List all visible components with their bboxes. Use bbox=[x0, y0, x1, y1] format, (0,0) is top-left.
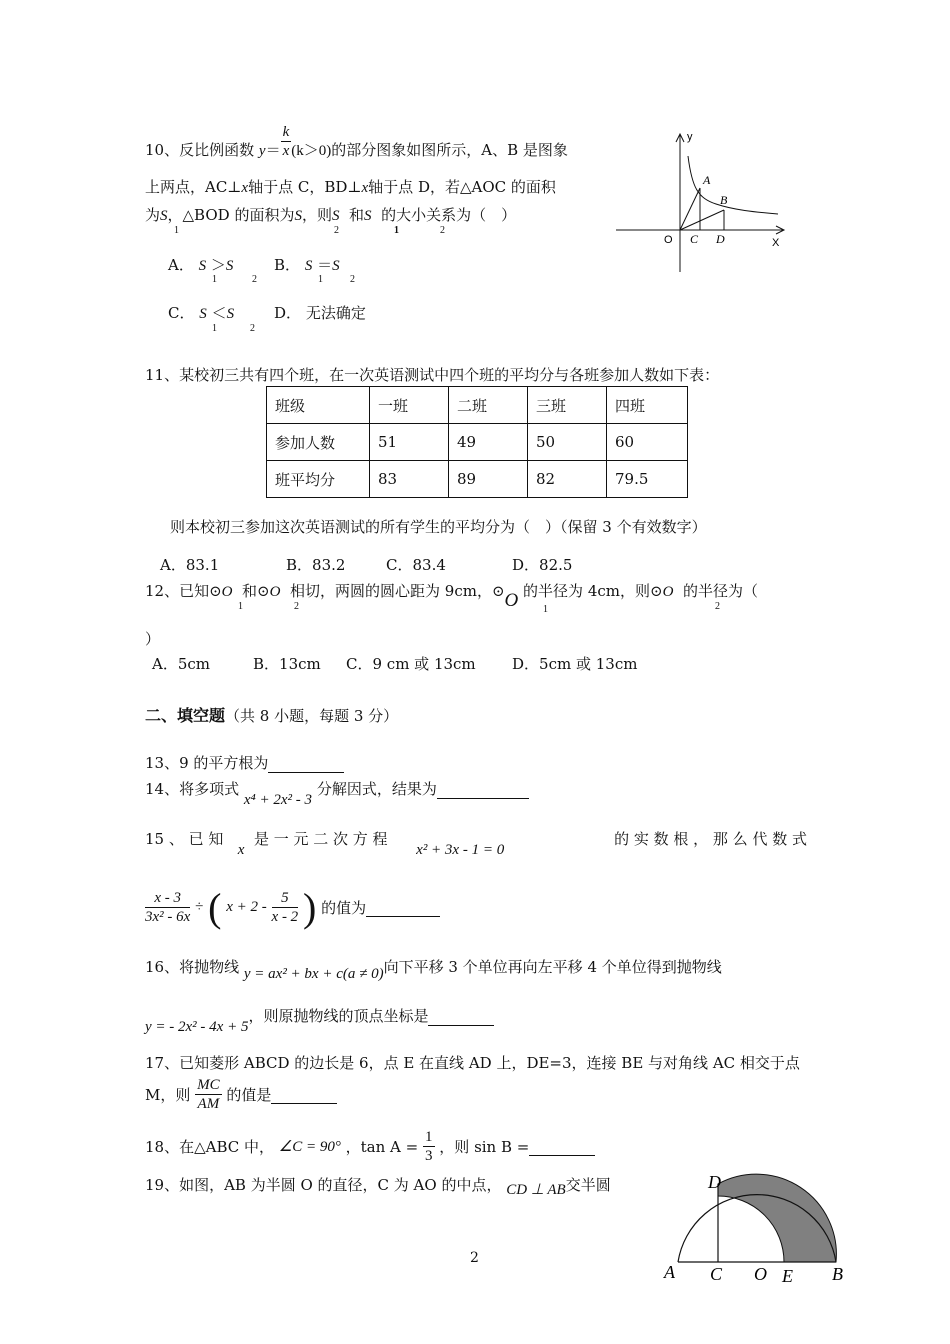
q17-frac bbox=[195, 1076, 222, 1113]
q13 bbox=[145, 752, 344, 773]
q17-den: AM bbox=[197, 1096, 220, 1112]
q10-frac-num: k bbox=[282, 123, 290, 140]
table-cell: 60 bbox=[607, 424, 688, 461]
q10-line3 bbox=[145, 204, 516, 225]
q18-angle: ∠C = 90° bbox=[278, 1139, 341, 1155]
q17-b: M，则 bbox=[145, 1086, 191, 1104]
q10-fraction bbox=[281, 123, 292, 160]
q11-option-c: C．83.4 bbox=[386, 556, 446, 574]
section-2-note: （共 8 小题，每题 3 分） bbox=[225, 707, 399, 725]
q15-lparen: ( bbox=[208, 885, 222, 930]
q10-option-b bbox=[274, 254, 340, 275]
q12-o2: O bbox=[269, 584, 281, 600]
q17-line1: 17、已知菱形 ABCD 的边长是 6，点 E 在直线 AD 上，DE=3，连接 BE 与对角线 AC 相交于点 bbox=[145, 1054, 800, 1072]
q10-option-c bbox=[168, 302, 234, 323]
q15-inner: x + 2 - bbox=[226, 899, 267, 915]
page-number: 2 bbox=[470, 1250, 479, 1266]
q16-a: 16、将抛物线 bbox=[145, 958, 240, 976]
q10-intro: 反比例函数 bbox=[179, 141, 255, 159]
q12-option-a: A．5cm bbox=[152, 655, 211, 673]
q15-a: 15 、 已 知 bbox=[145, 830, 224, 848]
q10-opt-a-s1: S bbox=[198, 258, 207, 274]
q15-den1: 3x² - 6x bbox=[145, 909, 191, 925]
q18-blank bbox=[529, 1137, 595, 1156]
table-cell: 班平均分 bbox=[267, 461, 370, 498]
q14-b: 分解因式，结果为 bbox=[316, 780, 437, 798]
q15-div: ÷ bbox=[195, 899, 204, 915]
q10-opta-sub1: 1 bbox=[212, 274, 217, 285]
q14-a: 14、将多项式 bbox=[145, 780, 240, 798]
q11-text: 11、某校初三共有四个班，在一次英语测试中四个班的平均分与各班参加人数如下表： bbox=[145, 366, 720, 384]
q16-f1: y = ax² + bx + c(a ≠ 0) bbox=[243, 966, 384, 982]
graph-oa-line bbox=[680, 188, 700, 230]
q15-blank bbox=[366, 898, 440, 917]
q10-option-a bbox=[168, 254, 233, 275]
q12-option-d: D．5cm 或 13cm bbox=[512, 655, 638, 673]
table-cell: 83 bbox=[370, 461, 449, 498]
q18-b: ，tan A = bbox=[345, 1138, 419, 1156]
q10-opt-a-label: A． bbox=[168, 256, 194, 274]
q10-s1: S bbox=[160, 208, 168, 224]
table-row bbox=[267, 424, 688, 461]
table-header-cell: 三班 bbox=[528, 387, 607, 424]
q17-blank bbox=[271, 1085, 337, 1104]
q19-b: 交半圆 bbox=[565, 1176, 611, 1194]
q10-opt-c-s2: S bbox=[226, 306, 235, 322]
q18-a: 18、在△ABC 中， bbox=[145, 1138, 275, 1156]
q10-line3-b: ，△BOD 的面积为 bbox=[167, 206, 295, 224]
q11-option-a: A．83.1 bbox=[160, 556, 220, 574]
q19-figure bbox=[660, 1170, 860, 1290]
q10-opt-b-rel: ＝ bbox=[317, 258, 333, 274]
q10-func-y: y bbox=[258, 143, 266, 159]
q12-c: 相切，两圆的圆心距为 9cm，⊙ bbox=[290, 582, 505, 600]
graph-o-label: O bbox=[664, 234, 673, 246]
q17-c: 的值是 bbox=[226, 1086, 272, 1104]
q15-den2: x - 2 bbox=[271, 909, 299, 925]
graph-ob-line bbox=[680, 210, 724, 230]
q10-frac-den: x bbox=[282, 142, 290, 159]
q12-a: 12、已知⊙ bbox=[145, 582, 222, 600]
q10-opt-b-s2: S bbox=[332, 258, 340, 274]
table-header-cell: 一班 bbox=[370, 387, 449, 424]
graph-c-label: C bbox=[690, 232, 699, 246]
q10-line3-c: ，则 bbox=[301, 206, 332, 224]
table-cell: 49 bbox=[449, 424, 528, 461]
q15-b: 是 一 元 二 次 方 程 bbox=[253, 830, 388, 848]
q16-f2: y = - 2x² - 4x + 5 bbox=[145, 1019, 249, 1035]
q13-blank bbox=[268, 754, 344, 773]
q10-optb-sub2: 2 bbox=[350, 274, 355, 285]
table-row bbox=[267, 461, 688, 498]
q12-sub1b: 1 bbox=[543, 604, 548, 615]
q10-optc-sub2: 2 bbox=[250, 323, 255, 334]
q19-perp: CD ⊥ AB bbox=[506, 1182, 566, 1198]
q15-eq: x² + 3x - 1 = 0 bbox=[416, 842, 505, 858]
q10-sub-2b: 2 bbox=[440, 225, 445, 236]
q10-s1b: S bbox=[331, 208, 340, 224]
table-row bbox=[267, 387, 688, 424]
q15-d: 的值为 bbox=[321, 899, 367, 917]
graph-y-label: y bbox=[687, 131, 693, 143]
q10-opta-sub2: 2 bbox=[252, 274, 257, 285]
q15-line1 bbox=[145, 828, 807, 858]
q10-line2-x2: x bbox=[361, 180, 369, 196]
q10-number: 10、 bbox=[145, 141, 180, 159]
q12-sub2b: 2 bbox=[715, 601, 720, 612]
fig-c-label: C bbox=[710, 1264, 723, 1284]
section-2-heading bbox=[145, 703, 398, 726]
q10-opt-a-s2: S bbox=[225, 258, 234, 274]
q12-o4: O bbox=[662, 584, 674, 600]
q16-blank bbox=[428, 1007, 494, 1026]
q11-question: 则本校初三参加这次英语测试的所有学生的平均分为（ ）（保留 3 个有效数字） bbox=[170, 518, 707, 536]
q12-o3: O bbox=[504, 590, 519, 611]
q10-opt-b-label: B． bbox=[274, 256, 301, 274]
graph-x-label: X bbox=[772, 237, 780, 249]
fig-b-label: B bbox=[832, 1264, 843, 1284]
table-cell: 参加人数 bbox=[267, 424, 370, 461]
table-header-cell: 四班 bbox=[607, 387, 688, 424]
table-cell: 82 bbox=[528, 461, 607, 498]
q16-b: 向下平移 3 个单位再向左平移 4 个单位得到抛物线 bbox=[383, 958, 722, 976]
shaded-region bbox=[718, 1174, 836, 1262]
fig-e-label: E bbox=[782, 1266, 793, 1286]
q10-line2-a: 上两点，AC⊥ bbox=[145, 178, 242, 196]
q10-opt-d-text: 无法确定 bbox=[305, 304, 366, 322]
fig-o-label: O bbox=[754, 1264, 767, 1284]
table-header-cell: 班级 bbox=[267, 387, 370, 424]
section-2-title: 二、填空题 bbox=[145, 706, 226, 725]
table-header-cell: 二班 bbox=[449, 387, 528, 424]
q16-line1 bbox=[145, 956, 722, 982]
q10-opt-a-rel: ＞ bbox=[210, 256, 226, 274]
graph-a-label: A bbox=[703, 173, 711, 187]
q15-num2: 5 bbox=[272, 889, 299, 908]
q10-opt-c-rel: ＜ bbox=[211, 304, 227, 322]
q10-cond: (k＞0) bbox=[291, 143, 332, 159]
q12-option-b: B．13cm bbox=[253, 655, 321, 673]
q12-line1 bbox=[145, 580, 758, 611]
q16-line2 bbox=[145, 1005, 494, 1035]
graph-hyperbola bbox=[688, 156, 778, 214]
q12-option-c: C．9 cm 或 13cm bbox=[346, 655, 476, 673]
q19-a: 19、如图，AB 为半圆 O 的直径，C 为 AO 的中点， bbox=[145, 1176, 502, 1194]
q10-tail: 的部分图象如图所示，A、B 是图象 bbox=[331, 141, 568, 159]
q14-blank bbox=[437, 780, 529, 799]
q10-line2 bbox=[145, 176, 556, 197]
q10-sub-1b: 1 bbox=[394, 225, 399, 236]
q12-o1: O bbox=[221, 584, 233, 600]
q10-line3-d: 和 bbox=[349, 206, 365, 224]
q18-den: 3 bbox=[425, 1148, 433, 1164]
q10-opt-c-s1: S bbox=[199, 306, 207, 322]
q11-option-b: B．83.2 bbox=[286, 556, 346, 574]
q15-c: 的 实 数 根 ， 那 么 代 数 式 bbox=[614, 830, 807, 848]
q10-line3-a: 为 bbox=[145, 206, 161, 224]
q10-optb-sub1: 1 bbox=[318, 274, 323, 285]
q19 bbox=[145, 1174, 611, 1198]
q10-line2-b: 轴于点 C，BD⊥ bbox=[248, 178, 362, 196]
q10-line2-c: 轴于点 D，若△AOC 的面积 bbox=[368, 178, 556, 196]
q15-line2 bbox=[145, 884, 440, 936]
q10-line2-x: x bbox=[241, 180, 249, 196]
q18-frac bbox=[423, 1128, 435, 1165]
q10-sub-2a: 2 bbox=[334, 225, 339, 236]
q14 bbox=[145, 778, 529, 808]
graph-d-label: D bbox=[716, 232, 725, 246]
q14-poly: x⁴ + 2x² - 3 bbox=[243, 792, 313, 808]
table-cell: 50 bbox=[528, 424, 607, 461]
q18 bbox=[145, 1128, 595, 1165]
q12-d: 的半径为 4cm，则⊙ bbox=[523, 582, 663, 600]
q12-close: ） bbox=[145, 630, 161, 648]
fig-d-label: D bbox=[708, 1172, 721, 1192]
table-cell: 89 bbox=[449, 461, 528, 498]
q10-optc-sub1: 1 bbox=[212, 323, 217, 334]
q15-num1: x - 3 bbox=[145, 889, 190, 908]
q15-frac1 bbox=[145, 889, 190, 926]
q15-frac2 bbox=[272, 889, 299, 926]
table-cell: 51 bbox=[370, 424, 449, 461]
q13-text: 13、9 的平方根为 bbox=[145, 754, 269, 772]
q18-c: ，则 sin B = bbox=[439, 1138, 530, 1156]
q17-line2 bbox=[145, 1076, 337, 1113]
fig-a-label: A bbox=[664, 1262, 675, 1282]
q12-sub1a: 1 bbox=[238, 601, 243, 612]
q10-option-d bbox=[274, 302, 366, 323]
q18-num: 1 bbox=[425, 1129, 433, 1145]
graph-b-label: B bbox=[720, 193, 728, 207]
q10-opt-c-label: C． bbox=[168, 304, 195, 322]
q11-option-d: D．82.5 bbox=[512, 556, 573, 574]
q11-table bbox=[266, 386, 688, 498]
q12-sub2a: 2 bbox=[294, 601, 299, 612]
q10-opt-b-s1: S bbox=[304, 258, 313, 274]
q15-rparen: ) bbox=[302, 885, 317, 930]
q10-line3-e: 的大小关系为（ ） bbox=[381, 206, 517, 224]
q17-num: MC bbox=[197, 1077, 220, 1093]
table-cell: 79.5 bbox=[607, 461, 688, 498]
q12-e: 的半径为（ bbox=[682, 582, 758, 600]
q10-s2: S bbox=[294, 208, 302, 224]
q16-c: ，则原抛物线的顶点坐标是 bbox=[248, 1007, 429, 1025]
q10-sub-1a: 1 bbox=[174, 225, 179, 236]
q10-eq: ＝ bbox=[265, 143, 281, 159]
q10-graph bbox=[612, 126, 792, 276]
q10-opt-d-label: D． bbox=[274, 304, 302, 322]
q10-s2b: S bbox=[364, 208, 372, 224]
q12-b: 和⊙ bbox=[242, 582, 270, 600]
q15-x: x bbox=[237, 842, 245, 858]
q10-line1 bbox=[145, 123, 568, 178]
